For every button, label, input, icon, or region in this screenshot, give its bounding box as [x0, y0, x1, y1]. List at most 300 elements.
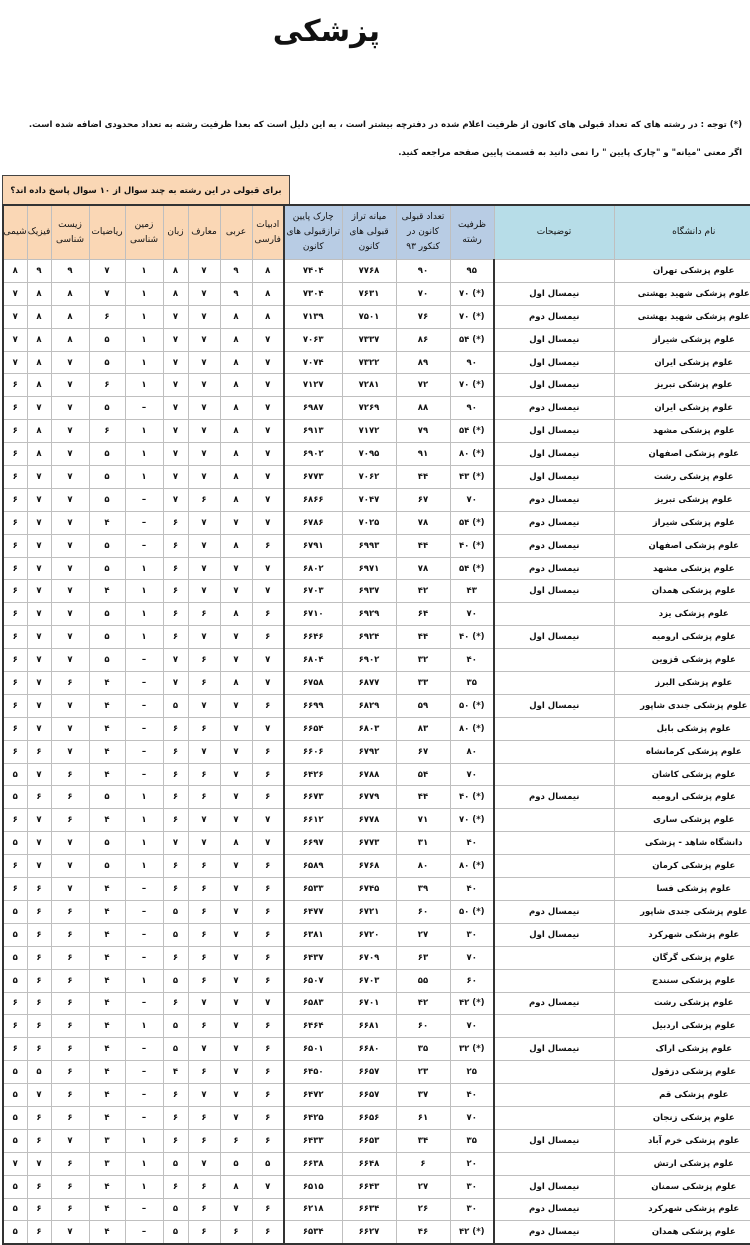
biology-cell: ۷	[51, 694, 89, 717]
arabic-cell: ۷	[220, 511, 252, 534]
chemistry-cell: ۵	[3, 763, 27, 786]
description-cell	[494, 763, 614, 786]
table-row	[3, 763, 750, 786]
median-cell: ۶۷۸۸	[342, 763, 396, 786]
religion-cell: ۷	[188, 420, 220, 443]
lower-quartile-cell: ۶۳۸۱	[284, 923, 342, 946]
geology-cell: –	[125, 878, 163, 901]
description-cell: نیمسال دوم	[494, 1198, 614, 1221]
university-cell: علوم پزشکی اصفهان	[614, 443, 750, 466]
admitted-cell: ۶۰	[396, 900, 450, 923]
language-cell: ۵	[163, 1152, 188, 1175]
lower-quartile-cell: ۶۵۰۱	[284, 1038, 342, 1061]
arabic-cell: ۷	[220, 763, 252, 786]
biology-cell: ۷	[51, 488, 89, 511]
chemistry-cell: ۷	[3, 305, 27, 328]
chemistry-cell: ۵	[3, 1084, 27, 1107]
description-cell: نیمسال دوم	[494, 900, 614, 923]
math-cell: ۴	[89, 946, 125, 969]
admitted-cell: ۴۲	[396, 992, 450, 1015]
literature-cell: ۷	[252, 717, 284, 740]
religion-cell: ۶	[188, 946, 220, 969]
biology-cell: ۹	[51, 260, 89, 283]
admitted-cell: ۷۸	[396, 511, 450, 534]
math-cell: ۶	[89, 305, 125, 328]
biology-cell: ۶	[51, 672, 89, 695]
religion-cell: ۷	[188, 374, 220, 397]
lower-quartile-cell: ۶۶۱۲	[284, 809, 342, 832]
university-cell: علوم پزشکی اراک	[614, 1038, 750, 1061]
col-language: زبان	[163, 205, 188, 260]
description-cell	[494, 855, 614, 878]
table-row	[3, 282, 750, 305]
capacity-cell: ۲۰	[450, 1152, 494, 1175]
language-cell: ۶	[163, 603, 188, 626]
table-row	[3, 900, 750, 923]
table-row	[3, 603, 750, 626]
lower-quartile-cell: ۶۸۰۴	[284, 649, 342, 672]
geology-cell: –	[125, 534, 163, 557]
chemistry-cell: ۶	[3, 374, 27, 397]
admitted-cell: ۵۴	[396, 763, 450, 786]
physics-cell: ۶	[27, 1015, 51, 1038]
arabic-cell: ۸	[220, 420, 252, 443]
biology-cell: ۷	[51, 603, 89, 626]
math-cell: ۵	[89, 328, 125, 351]
description-cell: نیمسال دوم	[494, 511, 614, 534]
university-cell: علوم پزشکی شیراز	[614, 328, 750, 351]
religion-cell: ۷	[188, 1038, 220, 1061]
description-cell: نیمسال دوم	[494, 534, 614, 557]
lower-quartile-cell: ۶۶۷۳	[284, 786, 342, 809]
university-cell: علوم پزشکی گرگان	[614, 946, 750, 969]
table-row	[3, 832, 750, 855]
physics-cell: ۸	[27, 374, 51, 397]
physics-cell: ۷	[27, 511, 51, 534]
col-capacity: ظرفیت رشته	[450, 205, 494, 260]
lower-quartile-cell: ۷۱۳۹	[284, 305, 342, 328]
biology-cell: ۶	[51, 946, 89, 969]
description-cell	[494, 878, 614, 901]
capacity-cell: ۴۰	[450, 878, 494, 901]
physics-cell: ۷	[27, 1084, 51, 1107]
capacity-cell: ۶۰	[450, 969, 494, 992]
chemistry-cell: ۶	[3, 672, 27, 695]
chemistry-cell: ۶	[3, 992, 27, 1015]
literature-cell: ۷	[252, 511, 284, 534]
admitted-cell: ۷۸	[396, 557, 450, 580]
physics-cell: ۸	[27, 282, 51, 305]
description-cell	[494, 946, 614, 969]
description-cell	[494, 740, 614, 763]
language-cell: ۶	[163, 511, 188, 534]
capacity-cell: ۹۵	[450, 260, 494, 283]
lower-quartile-cell: ۶۷۷۳	[284, 466, 342, 489]
biology-cell: ۷	[51, 1129, 89, 1152]
religion-cell: ۶	[188, 1106, 220, 1129]
language-cell: ۷	[163, 488, 188, 511]
chemistry-cell: ۶	[3, 1038, 27, 1061]
arabic-cell: ۸	[220, 305, 252, 328]
note-capacity: (*) توجه : در رشته های که تعداد قبولی های کانون از ظرفیت اعلام شده در دفترچه بیشتر است ، به این دلیل است که بعدا ظرفیت رشته به تعداد محدودی اضافه شده است.	[28, 120, 742, 130]
geology-cell: –	[125, 672, 163, 695]
lower-quartile-cell: ۶۴۷۲	[284, 1084, 342, 1107]
literature-cell: ۶	[252, 603, 284, 626]
admitted-cell: ۷۱	[396, 809, 450, 832]
admitted-cell: ۲۷	[396, 1175, 450, 1198]
median-cell: ۶۶۵۷	[342, 1084, 396, 1107]
physics-cell: ۵	[27, 1061, 51, 1084]
description-cell	[494, 1015, 614, 1038]
table-row	[3, 305, 750, 328]
admitted-cell: ۳۹	[396, 878, 450, 901]
capacity-cell: (*) ۴۰	[450, 786, 494, 809]
language-cell: ۵	[163, 1198, 188, 1221]
median-cell: ۶۹۰۲	[342, 649, 396, 672]
capacity-cell: ۴۰	[450, 832, 494, 855]
university-cell: علوم پزشکی سنندج	[614, 969, 750, 992]
language-cell: ۶	[163, 763, 188, 786]
literature-cell: ۶	[252, 1221, 284, 1244]
admitted-cell: ۶۳	[396, 946, 450, 969]
description-cell: نیمسال اول	[494, 443, 614, 466]
literature-cell: ۷	[252, 328, 284, 351]
capacity-cell: (*) ۸۰	[450, 717, 494, 740]
university-cell: علوم پزشکی قزوین	[614, 649, 750, 672]
table-row	[3, 923, 750, 946]
math-cell: ۴	[89, 1198, 125, 1221]
religion-cell: ۶	[188, 1198, 220, 1221]
median-cell: ۶۶۸۱	[342, 1015, 396, 1038]
table-row	[3, 786, 750, 809]
arabic-cell: ۹	[220, 260, 252, 283]
language-cell: ۶	[163, 786, 188, 809]
capacity-cell: (*) ۵۴	[450, 557, 494, 580]
arabic-cell: ۷	[220, 1106, 252, 1129]
university-cell: علوم پزشکی مشهد	[614, 420, 750, 443]
language-cell: ۸	[163, 282, 188, 305]
admitted-cell: ۶۷	[396, 740, 450, 763]
chemistry-cell: ۷	[3, 1152, 27, 1175]
religion-cell: ۶	[188, 603, 220, 626]
arabic-cell: ۸	[220, 328, 252, 351]
table-row	[3, 878, 750, 901]
question-count-header: برای قبولی در این رشته به چند سوال از ۱۰ سوال پاسخ داده اند؟	[2, 175, 290, 205]
lower-quartile-cell: ۷۴۰۴	[284, 260, 342, 283]
math-cell: ۵	[89, 397, 125, 420]
median-cell: ۶۶۲۷	[342, 1221, 396, 1244]
biology-cell: ۷	[51, 374, 89, 397]
math-cell: ۳	[89, 1129, 125, 1152]
description-cell: نیمسال اول	[494, 466, 614, 489]
chemistry-cell: ۵	[3, 1221, 27, 1244]
religion-cell: ۶	[188, 1061, 220, 1084]
capacity-cell: (*) ۵۰	[450, 694, 494, 717]
biology-cell: ۷	[51, 580, 89, 603]
geology-cell: ۱	[125, 855, 163, 878]
arabic-cell: ۷	[220, 557, 252, 580]
lower-quartile-cell: ۶۵۸۹	[284, 855, 342, 878]
capacity-cell: ۴۰	[450, 1084, 494, 1107]
capacity-cell: ۸۰	[450, 740, 494, 763]
math-cell: ۵	[89, 786, 125, 809]
admitted-cell: ۶۷	[396, 488, 450, 511]
description-cell	[494, 672, 614, 695]
physics-cell: ۷	[27, 855, 51, 878]
table-row	[3, 580, 750, 603]
literature-cell: ۶	[252, 946, 284, 969]
chemistry-cell: ۵	[3, 1061, 27, 1084]
math-cell: ۴	[89, 1038, 125, 1061]
biology-cell: ۷	[51, 626, 89, 649]
literature-cell: ۶	[252, 626, 284, 649]
description-cell: نیمسال اول	[494, 580, 614, 603]
description-cell: نیمسال اول	[494, 328, 614, 351]
table-row	[3, 740, 750, 763]
university-cell: دانشگاه شاهد - پزشکی	[614, 832, 750, 855]
arabic-cell: ۸	[220, 832, 252, 855]
biology-cell: ۶	[51, 786, 89, 809]
admitted-cell: ۴۴	[396, 626, 450, 649]
university-cell: علوم پزشکی تبریز	[614, 488, 750, 511]
admitted-cell: ۷۰	[396, 282, 450, 305]
admitted-cell: ۹۱	[396, 443, 450, 466]
literature-cell: ۷	[252, 488, 284, 511]
chemistry-cell: ۶	[3, 1015, 27, 1038]
admitted-cell: ۶	[396, 1152, 450, 1175]
lower-quartile-cell: ۷۱۲۷	[284, 374, 342, 397]
biology-cell: ۷	[51, 649, 89, 672]
lower-quartile-cell: ۶۶۹۷	[284, 832, 342, 855]
literature-cell: ۷	[252, 420, 284, 443]
median-cell: ۶۶۴۸	[342, 1152, 396, 1175]
description-cell: نیمسال اول	[494, 351, 614, 374]
arabic-cell: ۸	[220, 603, 252, 626]
language-cell: ۸	[163, 260, 188, 283]
admitted-cell: ۷۹	[396, 420, 450, 443]
table-row	[3, 511, 750, 534]
admitted-cell: ۴۶	[396, 1221, 450, 1244]
median-cell: ۶۷۲۰	[342, 923, 396, 946]
math-cell: ۵	[89, 443, 125, 466]
math-cell: ۴	[89, 1015, 125, 1038]
physics-cell: ۶	[27, 740, 51, 763]
table-row	[3, 466, 750, 489]
median-cell: ۷۰۴۷	[342, 488, 396, 511]
geology-cell: ۱	[125, 443, 163, 466]
capacity-cell: (*) ۷۰	[450, 809, 494, 832]
table-row	[3, 328, 750, 351]
chemistry-cell: ۷	[3, 328, 27, 351]
literature-cell: ۶	[252, 1129, 284, 1152]
capacity-cell: ۹۰	[450, 397, 494, 420]
religion-cell: ۶	[188, 855, 220, 878]
language-cell: ۶	[163, 717, 188, 740]
language-cell: ۶	[163, 1129, 188, 1152]
chemistry-cell: ۶	[3, 420, 27, 443]
table-row	[3, 717, 750, 740]
physics-cell: ۶	[27, 1175, 51, 1198]
chemistry-cell: ۶	[3, 397, 27, 420]
literature-cell: ۸	[252, 282, 284, 305]
biology-cell: ۷	[51, 397, 89, 420]
col-religion: معارف	[188, 205, 220, 260]
physics-cell: ۶	[27, 1198, 51, 1221]
median-cell: ۶۷۹۲	[342, 740, 396, 763]
physics-cell: ۷	[27, 1152, 51, 1175]
religion-cell: ۷	[188, 740, 220, 763]
religion-cell: ۷	[188, 328, 220, 351]
lower-quartile-cell: ۶۶۳۸	[284, 1152, 342, 1175]
university-cell: علوم پزشکی بابل	[614, 717, 750, 740]
chemistry-cell: ۶	[3, 534, 27, 557]
admitted-cell: ۲۶	[396, 1198, 450, 1221]
geology-cell: ۱	[125, 626, 163, 649]
literature-cell: ۷	[252, 992, 284, 1015]
language-cell: ۴	[163, 1061, 188, 1084]
description-cell: نیمسال اول	[494, 1038, 614, 1061]
col-literature: ادبیات فارسی	[252, 205, 284, 260]
arabic-cell: ۷	[220, 1038, 252, 1061]
description-cell: نیمسال دوم	[494, 397, 614, 420]
table-row	[3, 855, 750, 878]
university-cell: علوم پزشکی قم	[614, 1084, 750, 1107]
geology-cell: ۱	[125, 969, 163, 992]
chemistry-cell: ۶	[3, 488, 27, 511]
chemistry-cell: ۸	[3, 260, 27, 283]
page-title: پزشکی	[272, 14, 380, 49]
geology-cell: ۱	[125, 580, 163, 603]
chemistry-cell: ۵	[3, 1175, 27, 1198]
capacity-cell: ۷۰	[450, 946, 494, 969]
description-cell: نیمسال دوم	[494, 488, 614, 511]
lower-quartile-cell: ۶۷۹۱	[284, 534, 342, 557]
lower-quartile-cell: ۷۰۷۴	[284, 351, 342, 374]
description-cell	[494, 717, 614, 740]
math-cell: ۵	[89, 557, 125, 580]
physics-cell: ۸	[27, 328, 51, 351]
arabic-cell: ۸	[220, 672, 252, 695]
literature-cell: ۷	[252, 397, 284, 420]
physics-cell: ۹	[27, 260, 51, 283]
lower-quartile-cell: ۶۷۰۳	[284, 580, 342, 603]
university-cell: علوم پزشکی دزفول	[614, 1061, 750, 1084]
capacity-cell: ۷۰	[450, 603, 494, 626]
literature-cell: ۶	[252, 878, 284, 901]
description-cell: نیمسال اول	[494, 374, 614, 397]
header-row	[3, 205, 750, 260]
chemistry-cell: ۶	[3, 466, 27, 489]
capacity-cell: ۴۰	[450, 649, 494, 672]
lower-quartile-cell: ۶۵۳۳	[284, 878, 342, 901]
math-cell: ۳	[89, 1152, 125, 1175]
language-cell: ۶	[163, 878, 188, 901]
lower-quartile-cell: ۶۴۳۷	[284, 946, 342, 969]
median-cell: ۷۵۰۱	[342, 305, 396, 328]
lower-quartile-cell: ۷۳۰۴	[284, 282, 342, 305]
table-row	[3, 397, 750, 420]
religion-cell: ۷	[188, 809, 220, 832]
literature-cell: ۷	[252, 580, 284, 603]
chemistry-cell: ۵	[3, 786, 27, 809]
geology-cell: –	[125, 763, 163, 786]
university-cell: علوم پزشکی ارتش	[614, 1152, 750, 1175]
col-physics: فیزیک	[27, 205, 51, 260]
arabic-cell: ۷	[220, 649, 252, 672]
description-cell	[494, 260, 614, 283]
table-row	[3, 260, 750, 283]
chemistry-cell: ۵	[3, 1106, 27, 1129]
capacity-cell: (*) ۴۲	[450, 1221, 494, 1244]
language-cell: ۷	[163, 328, 188, 351]
arabic-cell: ۸	[220, 443, 252, 466]
capacity-cell: ۳۵	[450, 672, 494, 695]
religion-cell: ۶	[188, 1175, 220, 1198]
description-cell: نیمسال دوم	[494, 305, 614, 328]
admitted-cell: ۸۸	[396, 397, 450, 420]
biology-cell: ۶	[51, 1198, 89, 1221]
median-cell: ۶۷۷۳	[342, 832, 396, 855]
median-cell: ۶۷۷۸	[342, 809, 396, 832]
median-cell: ۷۳۳۷	[342, 328, 396, 351]
arabic-cell: ۷	[220, 786, 252, 809]
arabic-cell: ۷	[220, 900, 252, 923]
arabic-cell: ۷	[220, 1061, 252, 1084]
admitted-cell: ۲۳	[396, 1061, 450, 1084]
description-cell: نیمسال دوم	[494, 1221, 614, 1244]
chemistry-cell: ۵	[3, 832, 27, 855]
admitted-cell: ۴۴	[396, 466, 450, 489]
biology-cell: ۷	[51, 878, 89, 901]
median-cell: ۷۲۶۹	[342, 397, 396, 420]
university-cell: علوم پزشکی شیراز	[614, 511, 750, 534]
table-row	[3, 1198, 750, 1221]
arabic-cell: ۷	[220, 1084, 252, 1107]
language-cell: ۶	[163, 809, 188, 832]
biology-cell: ۶	[51, 1175, 89, 1198]
university-cell: علوم پزشکی اصفهان	[614, 534, 750, 557]
religion-cell: ۷	[188, 397, 220, 420]
admission-table	[2, 204, 750, 1245]
university-cell: علوم پزشکی اردبیل	[614, 1015, 750, 1038]
math-cell: ۴	[89, 717, 125, 740]
math-cell: ۵	[89, 603, 125, 626]
literature-cell: ۶	[252, 1038, 284, 1061]
physics-cell: ۶	[27, 923, 51, 946]
religion-cell: ۷	[188, 1084, 220, 1107]
admitted-cell: ۳۴	[396, 1129, 450, 1152]
col-math: ریاضیات	[89, 205, 125, 260]
chemistry-cell: ۶	[3, 603, 27, 626]
median-cell: ۶۸۲۹	[342, 694, 396, 717]
geology-cell: ۱	[125, 305, 163, 328]
median-cell: ۶۸۰۳	[342, 717, 396, 740]
geology-cell: –	[125, 1084, 163, 1107]
university-cell: علوم پزشکی مشهد	[614, 557, 750, 580]
language-cell: ۷	[163, 374, 188, 397]
math-cell: ۵	[89, 626, 125, 649]
biology-cell: ۷	[51, 443, 89, 466]
median-cell: ۷۷۶۸	[342, 260, 396, 283]
geology-cell: ۱	[125, 466, 163, 489]
math-cell: ۴	[89, 763, 125, 786]
physics-cell: ۷	[27, 580, 51, 603]
language-cell: ۷	[163, 351, 188, 374]
biology-cell: ۶	[51, 923, 89, 946]
math-cell: ۵	[89, 832, 125, 855]
lower-quartile-cell: ۶۴۶۴	[284, 1015, 342, 1038]
chemistry-cell: ۶	[3, 511, 27, 534]
